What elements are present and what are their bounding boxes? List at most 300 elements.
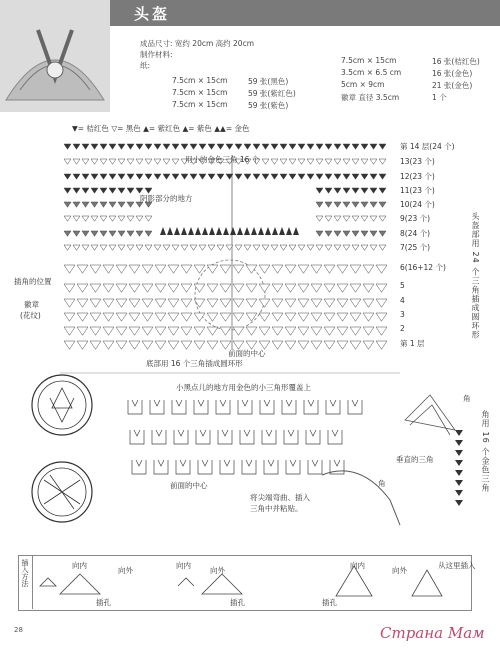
triangle-unit — [259, 265, 270, 273]
base-unit — [130, 430, 144, 444]
base-unit — [172, 400, 186, 414]
triangle-unit — [361, 159, 368, 164]
triangle-unit — [316, 231, 323, 236]
step-label: 插孔 — [96, 598, 111, 607]
triangle-unit — [207, 265, 218, 273]
row-label: 10(24 个) — [400, 200, 435, 209]
triangle-unit — [233, 299, 244, 307]
triangle-unit — [244, 144, 251, 149]
badge-area-circle — [195, 260, 265, 330]
triangle-unit — [379, 216, 386, 221]
triangle-unit — [127, 202, 134, 207]
triangle-unit — [91, 202, 98, 207]
note-front-center-2: 前面的中心 — [170, 481, 208, 490]
step-label: 从这里插入 — [438, 561, 476, 570]
triangle-unit — [235, 144, 242, 149]
triangle-unit — [109, 188, 116, 193]
triangle-unit — [82, 202, 89, 207]
triangle-unit — [289, 245, 296, 250]
triangle-unit — [361, 174, 368, 179]
triangle-unit — [350, 265, 361, 273]
note-horn: 角 — [463, 394, 471, 403]
triangle-unit — [363, 299, 374, 307]
triangle-unit — [271, 245, 278, 250]
triangle-unit — [73, 144, 80, 149]
step-label: 向外 — [118, 566, 133, 575]
note-fold-tip: 将尖端弯曲、插入 — [250, 493, 310, 502]
gold-triangle — [202, 227, 208, 235]
triangle-unit — [136, 174, 143, 179]
triangle-unit — [379, 188, 386, 193]
triangle-unit — [181, 341, 192, 349]
triangle-unit — [285, 313, 296, 321]
triangle-unit — [136, 216, 143, 221]
triangle-unit — [233, 284, 244, 292]
note-vertical-triangle: 垂直的三角 — [396, 455, 434, 464]
triangle-unit — [118, 216, 125, 221]
triangle-unit — [324, 299, 335, 307]
triangle-unit — [334, 231, 341, 236]
triangle-unit — [298, 174, 305, 179]
triangle-unit — [343, 231, 350, 236]
triangle-unit — [118, 188, 125, 193]
note-badge: 徽章 — [24, 300, 39, 309]
triangle-unit — [325, 159, 332, 164]
triangle-unit — [311, 265, 322, 273]
triangle-unit — [337, 341, 348, 349]
gold-triangle — [286, 227, 292, 235]
side-triangle — [455, 440, 463, 446]
base-unit — [194, 400, 208, 414]
triangle-unit — [91, 144, 98, 149]
triangle-unit — [244, 174, 251, 179]
note-shadow-part: 阴影部分的地方 — [140, 194, 193, 203]
note-fold-tip-2: 三角中并粘贴。 — [250, 504, 303, 513]
side-triangle — [455, 480, 463, 486]
triangle-unit — [325, 174, 332, 179]
triangle-unit — [316, 216, 323, 221]
triangle-unit — [64, 216, 71, 221]
left-item-qty: 59 张(紫红色) — [248, 89, 296, 98]
gold-triangle — [160, 227, 166, 235]
triangle-unit — [289, 159, 296, 164]
gold-triangle — [195, 227, 201, 235]
triangle-unit — [127, 188, 134, 193]
note-vertical-right-2: 角用 16 个金色三角 — [481, 410, 490, 493]
step-label: 插孔 — [322, 598, 337, 607]
gold-triangle — [223, 227, 229, 235]
page-title: 头盔 — [134, 5, 171, 23]
triangle-unit — [163, 144, 170, 149]
triangle-unit — [73, 188, 80, 193]
triangle-unit — [324, 284, 335, 292]
step-label: 插孔 — [230, 598, 245, 607]
gold-triangle — [244, 227, 250, 235]
triangle-unit — [64, 144, 71, 149]
triangle-unit — [181, 174, 188, 179]
left-item-size: 7.5cm × 15cm — [172, 100, 228, 109]
triangle-unit — [220, 299, 231, 307]
base-unit — [260, 400, 274, 414]
triangle-unit — [316, 174, 323, 179]
base-unit — [304, 400, 318, 414]
triangle-unit — [100, 188, 107, 193]
triangle-unit — [118, 231, 125, 236]
triangle-unit — [262, 174, 269, 179]
triangle-unit — [190, 245, 197, 250]
triangle-unit — [103, 284, 114, 292]
triangle-unit — [77, 284, 88, 292]
triangle-unit — [343, 245, 350, 250]
triangle-unit — [127, 245, 134, 250]
triangle-unit — [168, 284, 179, 292]
triangle-unit — [181, 144, 188, 149]
note-horn-position: 插角的位置 — [14, 277, 52, 286]
triangle-unit — [90, 313, 101, 321]
row-label: 2 — [400, 324, 405, 333]
side-triangle — [455, 430, 463, 436]
triangle-unit — [64, 265, 75, 273]
triangle-unit — [246, 265, 257, 273]
triangle-unit — [334, 159, 341, 164]
triangle-unit — [316, 188, 323, 193]
triangle-unit — [154, 159, 161, 164]
side-triangle — [455, 460, 463, 466]
triangle-unit — [168, 327, 179, 335]
note-badge-sub: (花纹) — [20, 311, 41, 320]
triangle-unit — [168, 313, 179, 321]
triangle-unit — [155, 299, 166, 307]
triangle-unit — [181, 327, 192, 335]
base-unit — [348, 400, 362, 414]
triangle-unit — [307, 159, 314, 164]
triangle-unit — [73, 174, 80, 179]
triangle-unit — [233, 265, 244, 273]
crest-emblem-1 — [32, 375, 92, 435]
triangle-unit — [334, 188, 341, 193]
gold-triangle — [209, 227, 215, 235]
base-unit — [198, 460, 212, 474]
note-dot: 小黑点儿的地方用金色的小三角形覆盖上 — [176, 383, 311, 392]
base-unit — [132, 460, 146, 474]
triangle-unit — [379, 159, 386, 164]
side-triangle — [455, 490, 463, 496]
triangle-unit — [343, 202, 350, 207]
triangle-unit — [208, 245, 215, 250]
base-unit — [174, 430, 188, 444]
triangle-unit — [142, 284, 153, 292]
triangle-unit — [154, 144, 161, 149]
folding-steps-side — [18, 555, 33, 609]
triangle-unit — [64, 202, 71, 207]
triangle-unit — [307, 174, 314, 179]
triangle-unit — [379, 174, 386, 179]
triangle-unit — [272, 327, 283, 335]
triangle-unit — [363, 265, 374, 273]
gold-triangle — [181, 227, 187, 235]
triangle-unit — [142, 341, 153, 349]
triangle-unit — [217, 174, 224, 179]
folding-steps-side-label: 插入方法 — [21, 559, 29, 587]
triangle-unit — [91, 159, 98, 164]
triangle-unit — [190, 174, 197, 179]
triangle-unit — [343, 144, 350, 149]
triangle-unit — [155, 313, 166, 321]
triangle-unit — [199, 174, 206, 179]
triangle-unit — [285, 327, 296, 335]
triangle-unit — [172, 159, 179, 164]
triangle-unit — [298, 341, 309, 349]
triangle-unit — [181, 313, 192, 321]
helmet-photo — [0, 0, 110, 112]
triangle-unit — [199, 144, 206, 149]
triangle-unit — [168, 265, 179, 273]
row-label: 4 — [400, 296, 405, 305]
triangle-unit — [116, 299, 127, 307]
side-triangle — [455, 500, 463, 506]
triangle-unit — [246, 284, 257, 292]
base-unit — [282, 400, 296, 414]
triangle-unit — [142, 327, 153, 335]
gold-triangle — [237, 227, 243, 235]
triangle-unit — [77, 299, 88, 307]
triangle-unit — [127, 174, 134, 179]
triangle-unit — [100, 174, 107, 179]
triangle-unit — [316, 245, 323, 250]
triangle-unit — [129, 313, 140, 321]
triangle-unit — [271, 144, 278, 149]
triangle-unit — [145, 216, 152, 221]
triangle-unit — [334, 216, 341, 221]
right-item-qty: 1 个 — [432, 93, 447, 102]
triangle-unit — [352, 245, 359, 250]
triangle-unit — [136, 245, 143, 250]
triangle-unit — [307, 245, 314, 250]
triangle-unit — [233, 327, 244, 335]
triangle-unit — [337, 265, 348, 273]
triangle-unit — [272, 284, 283, 292]
triangle-unit — [109, 144, 116, 149]
triangle-unit — [145, 231, 152, 236]
spec-size: 成品尺寸: 宽约 20cm 高约 20cm — [140, 39, 255, 48]
triangle-unit — [142, 265, 153, 273]
gold-triangle — [272, 227, 278, 235]
triangle-unit — [253, 245, 260, 250]
triangle-unit — [64, 299, 75, 307]
triangle-unit — [298, 327, 309, 335]
triangle-unit — [163, 245, 170, 250]
triangle-unit — [73, 159, 80, 164]
triangle-unit — [64, 245, 71, 250]
note-horn-2: 角 — [378, 479, 386, 488]
left-item-qty: 59 张(黑色) — [248, 77, 289, 86]
right-item-qty: 21 张(金色) — [432, 81, 473, 90]
right-item-size: 7.5cm × 15cm — [341, 56, 397, 65]
triangle-unit — [207, 299, 218, 307]
triangle-unit — [325, 245, 332, 250]
triangle-unit — [127, 159, 134, 164]
triangle-unit — [118, 245, 125, 250]
triangle-unit — [376, 265, 387, 273]
triangle-unit — [109, 159, 116, 164]
triangle-unit — [168, 299, 179, 307]
triangle-unit — [194, 341, 205, 349]
triangle-unit — [285, 284, 296, 292]
triangle-unit — [116, 265, 127, 273]
triangle-unit — [363, 284, 374, 292]
triangle-unit — [64, 174, 71, 179]
triangle-unit — [217, 144, 224, 149]
triangle-unit — [64, 313, 75, 321]
triangle-unit — [337, 313, 348, 321]
triangle-unit — [298, 245, 305, 250]
horn-strip — [322, 471, 400, 525]
triangle-unit — [311, 327, 322, 335]
triangle-unit — [285, 265, 296, 273]
base-unit — [196, 430, 210, 444]
row-label: 9(23 个) — [400, 214, 431, 223]
triangle-unit — [127, 144, 134, 149]
triangle-unit — [82, 174, 89, 179]
step-label: 向外 — [210, 566, 225, 575]
triangle-unit — [77, 341, 88, 349]
gold-triangle — [265, 227, 271, 235]
gold-triangle — [230, 227, 236, 235]
triangle-unit — [352, 159, 359, 164]
triangle-unit — [379, 231, 386, 236]
triangle-unit — [376, 313, 387, 321]
triangle-unit — [289, 144, 296, 149]
triangle-unit — [272, 313, 283, 321]
left-item-size: 7.5cm × 15cm — [172, 76, 228, 85]
triangle-unit — [363, 341, 374, 349]
triangle-unit — [208, 144, 215, 149]
triangle-unit — [116, 327, 127, 335]
triangle-unit — [370, 245, 377, 250]
gold-triangle — [258, 227, 264, 235]
side-triangle — [455, 450, 463, 456]
triangle-unit — [73, 202, 80, 207]
triangle-unit — [100, 144, 107, 149]
triangle-unit — [334, 174, 341, 179]
gold-triangle — [251, 227, 257, 235]
triangle-unit — [361, 202, 368, 207]
triangle-unit — [82, 159, 89, 164]
triangle-unit — [370, 202, 377, 207]
triangle-unit — [64, 188, 71, 193]
row-label: 3 — [400, 310, 405, 319]
triangle-unit — [64, 284, 75, 292]
step-label: 向内 — [72, 561, 87, 570]
triangle-unit — [64, 341, 75, 349]
triangle-unit — [246, 313, 257, 321]
row-label: 5 — [400, 281, 405, 290]
step-label: 向内 — [176, 561, 191, 570]
triangle-unit — [172, 245, 179, 250]
triangle-unit — [363, 313, 374, 321]
triangle-unit — [271, 174, 278, 179]
row-label: 13(23 个) — [400, 157, 435, 166]
triangle-unit — [136, 231, 143, 236]
base-unit — [128, 400, 142, 414]
triangle-unit — [350, 327, 361, 335]
base-unit — [150, 400, 164, 414]
triangle-unit — [226, 144, 233, 149]
helmet-illustration — [0, 0, 110, 112]
triangle-unit — [316, 159, 323, 164]
triangle-unit — [307, 144, 314, 149]
triangle-unit — [129, 341, 140, 349]
triangle-unit — [280, 245, 287, 250]
triangle-unit — [91, 174, 98, 179]
triangle-unit — [298, 284, 309, 292]
triangle-unit — [337, 284, 348, 292]
triangle-unit — [100, 159, 107, 164]
right-item-size: 徽章 直径 3.5cm — [341, 93, 400, 102]
base-unit — [308, 460, 322, 474]
triangle-unit — [311, 284, 322, 292]
triangle-unit — [118, 144, 125, 149]
base-unit — [284, 430, 298, 444]
triangle-unit — [64, 327, 75, 335]
triangle-unit — [376, 327, 387, 335]
base-unit — [218, 430, 232, 444]
triangle-unit — [379, 245, 386, 250]
triangle-unit — [163, 159, 170, 164]
triangle-unit — [311, 299, 322, 307]
base-unit — [152, 430, 166, 444]
triangle-unit — [172, 144, 179, 149]
triangle-unit — [259, 299, 270, 307]
triangle-unit — [233, 313, 244, 321]
triangle-unit — [298, 313, 309, 321]
triangle-unit — [194, 265, 205, 273]
triangle-unit — [109, 202, 116, 207]
triangle-unit — [350, 284, 361, 292]
gold-triangle — [279, 227, 285, 235]
triangle-unit — [370, 159, 377, 164]
triangle-unit — [370, 144, 377, 149]
triangle-unit — [77, 313, 88, 321]
triangle-unit — [244, 245, 251, 250]
row-label: 7(25 个) — [400, 243, 431, 252]
triangle-unit — [262, 245, 269, 250]
triangle-unit — [352, 231, 359, 236]
triangle-unit — [181, 299, 192, 307]
triangle-unit — [90, 327, 101, 335]
triangle-unit — [350, 313, 361, 321]
triangle-unit — [343, 159, 350, 164]
triangle-unit — [376, 284, 387, 292]
triangle-unit — [220, 327, 231, 335]
triangle-unit — [208, 174, 215, 179]
row-label: 11(23 个) — [400, 186, 435, 195]
triangle-unit — [379, 144, 386, 149]
base-unit — [242, 460, 256, 474]
triangle-unit — [155, 327, 166, 335]
row-label: 12(23 个) — [400, 172, 435, 181]
triangle-unit — [352, 174, 359, 179]
step-label: 向外 — [392, 566, 407, 575]
spec-materials-heading: 制作材料: — [140, 50, 173, 59]
triangle-unit — [361, 144, 368, 149]
base-unit — [286, 460, 300, 474]
triangle-unit — [100, 245, 107, 250]
triangle-unit — [163, 174, 170, 179]
triangle-unit — [376, 341, 387, 349]
triangle-unit — [235, 245, 242, 250]
triangle-unit — [220, 284, 231, 292]
